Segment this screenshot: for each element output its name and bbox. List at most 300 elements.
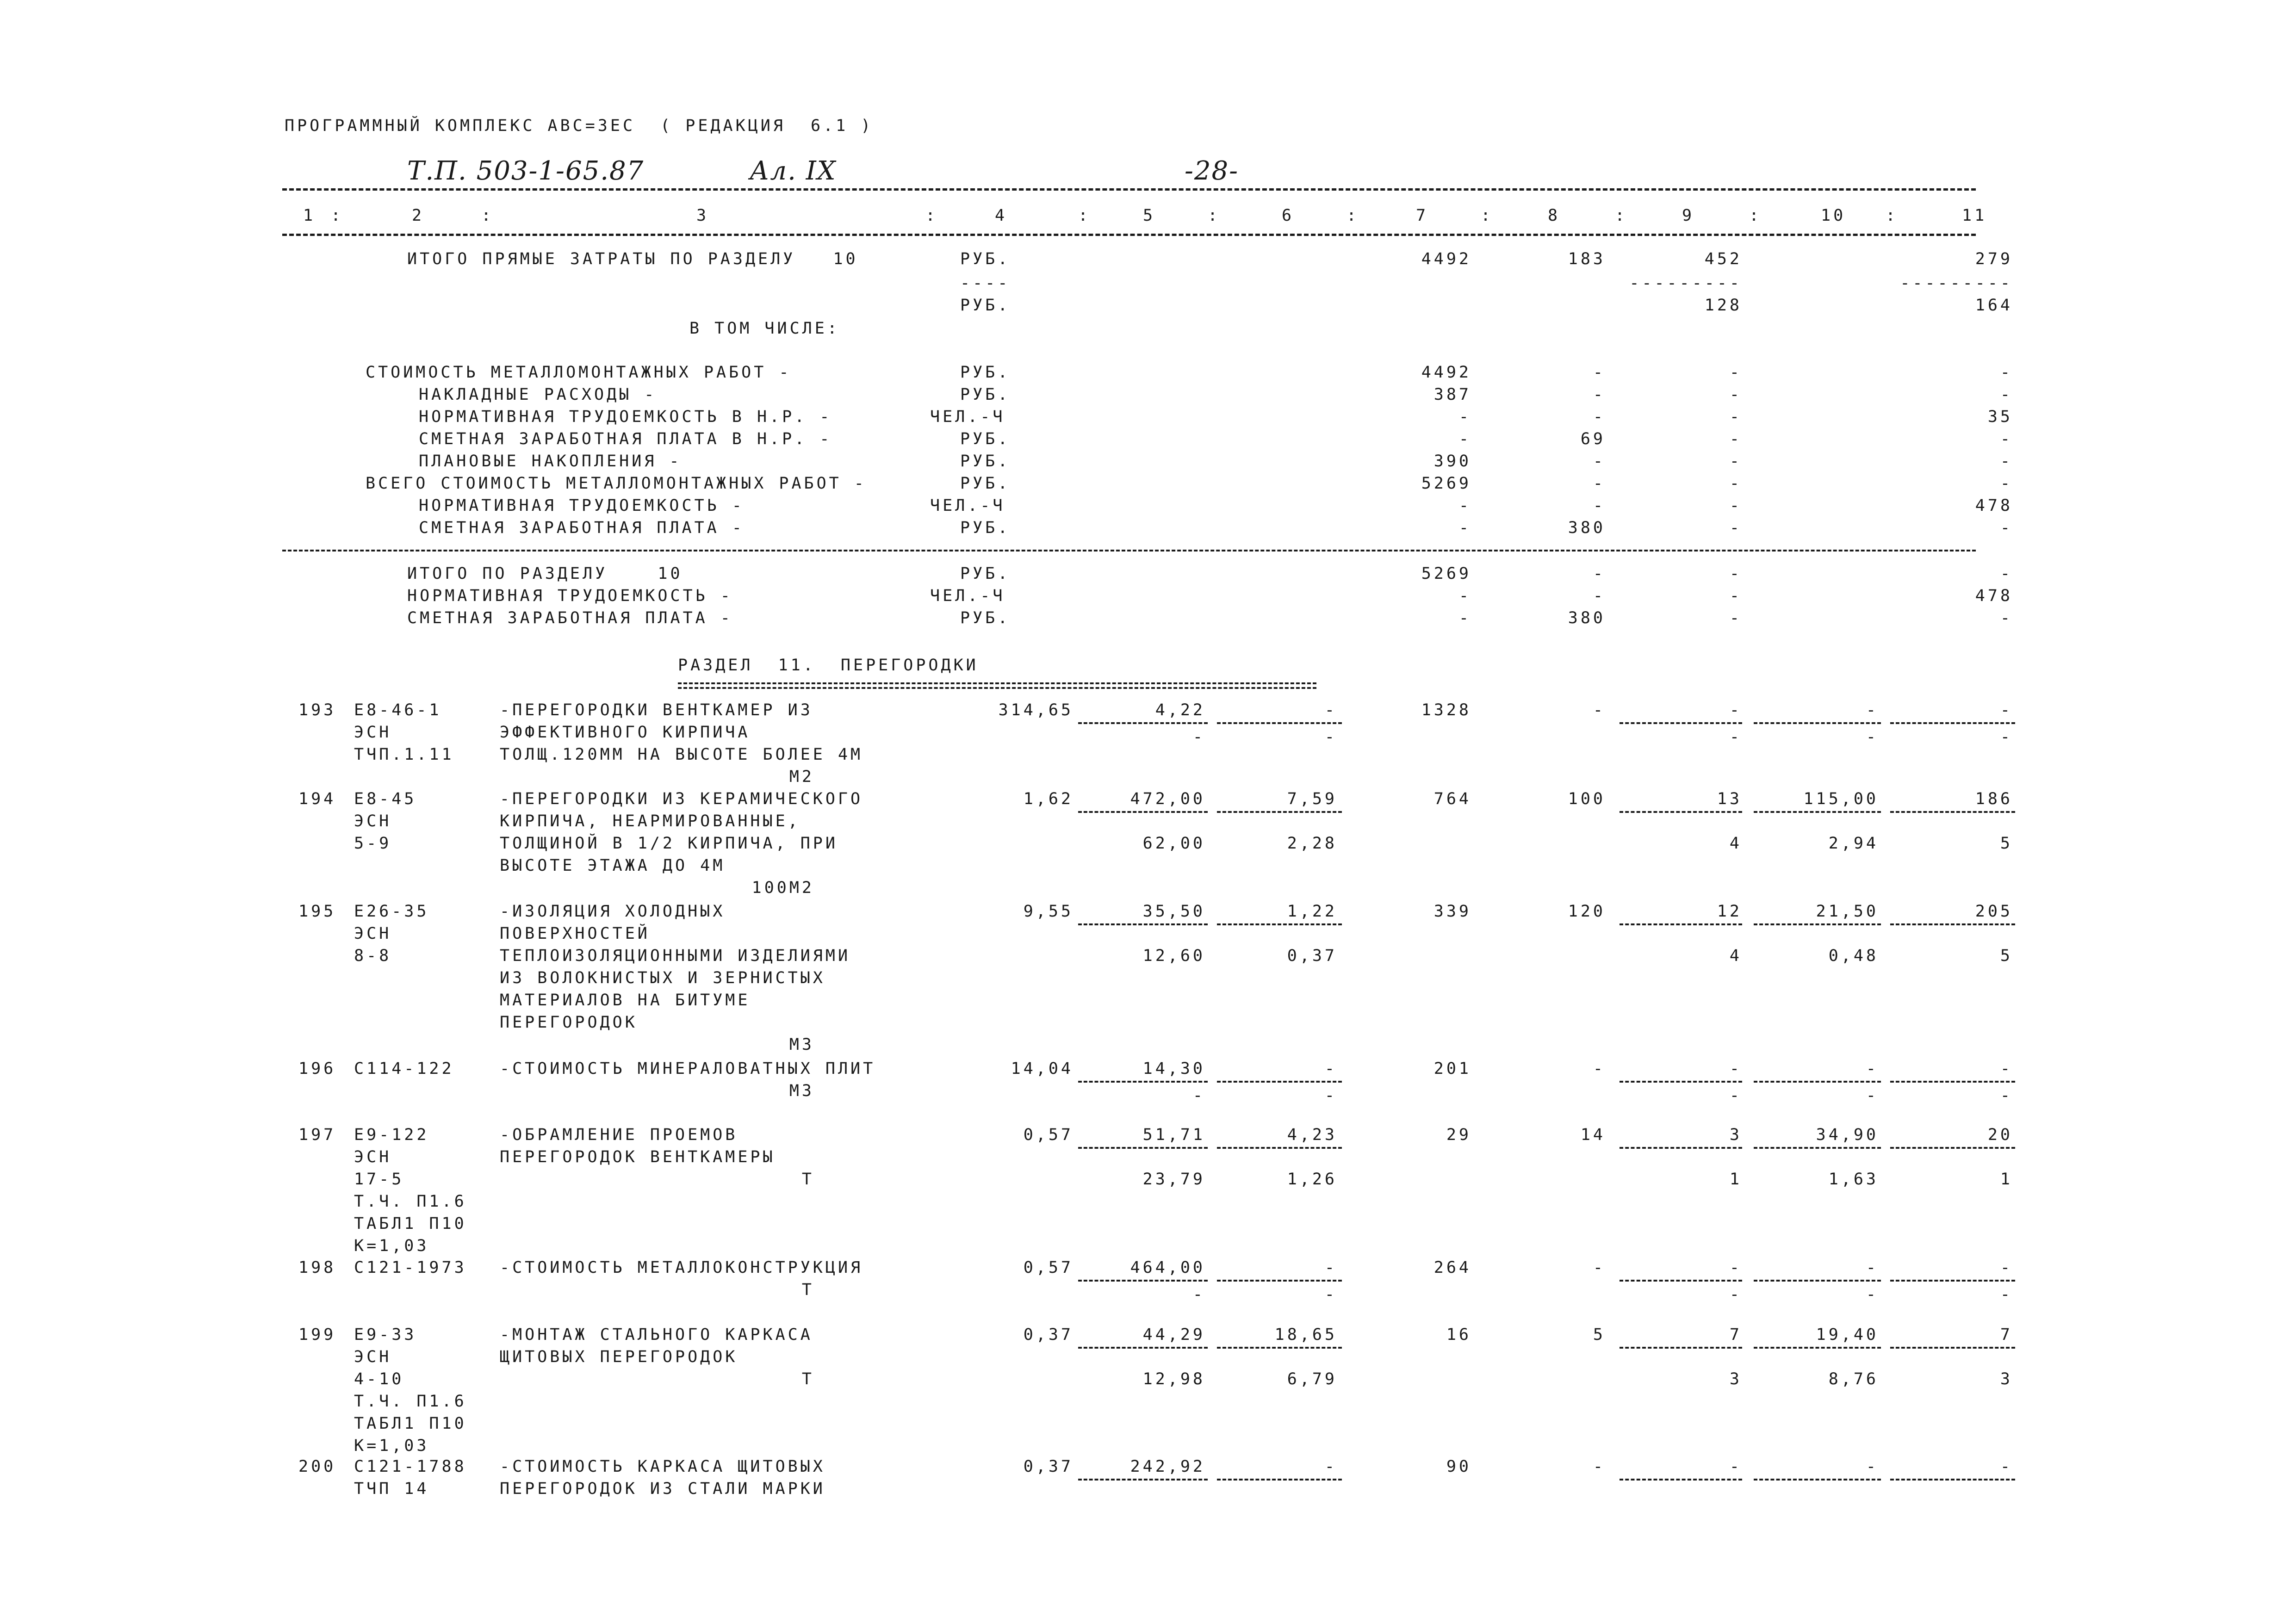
column-number-3: 3 xyxy=(696,206,709,225)
breakdown-c9: - xyxy=(1729,385,1742,404)
item-description: -СТОИМОСТЬ МИНЕРАЛОВАТНЫХ ПЛИТ xyxy=(500,1059,876,1078)
item-subrule xyxy=(1217,1280,1342,1282)
item-unit-machine: - xyxy=(1324,1457,1337,1476)
item-total-cost: 90 xyxy=(1446,1457,1471,1476)
item-sub-col11: 5 xyxy=(2000,834,2013,853)
item-number: 200 xyxy=(298,1457,336,1476)
item-unit-cost: 14,30 xyxy=(1142,1059,1205,1078)
section-total-label: ИТОГО ПО РАЗДЕЛУ 10 xyxy=(407,564,683,583)
breakdown-c7: 390 xyxy=(1433,452,1471,471)
item-total-labor: - xyxy=(1593,1258,1606,1277)
item-total-labor: 120 xyxy=(1568,902,1606,921)
item-unit: М3 xyxy=(789,1035,814,1054)
breakdown-c9: - xyxy=(1729,408,1742,426)
item-subrule xyxy=(1754,722,1881,724)
column-separator: : xyxy=(1347,206,1359,225)
item-quantity: 9,55 xyxy=(1023,902,1074,921)
item-description: ТЕПЛОИЗОЛЯЦИОННЫМИ ИЗДЕЛИЯМИ xyxy=(500,947,851,965)
item-subrule xyxy=(1890,1147,2015,1149)
column-separator: : xyxy=(925,206,938,225)
item-sub-col5: 12,98 xyxy=(1142,1370,1205,1388)
item-unit-machine: - xyxy=(1324,1059,1337,1078)
item-sub-col10: 8,76 xyxy=(1828,1370,1879,1388)
item-total-labor: - xyxy=(1593,701,1606,719)
doc-code: Т.П. 503-1-65.87 xyxy=(407,156,645,186)
item-sub-col9: 4 xyxy=(1729,947,1742,965)
item-description: ТОЛЩИНОЙ В 1/2 КИРПИЧА, ПРИ xyxy=(500,834,838,853)
breakdown-unit: ЧЕЛ.-Ч xyxy=(930,496,1005,515)
breakdown-c11: - xyxy=(2000,430,2013,448)
section-total-c9: - xyxy=(1729,564,1742,583)
item-subrule xyxy=(1754,811,1881,813)
item-subrule xyxy=(1217,811,1342,813)
in-that-heading: В ТОМ ЧИСЛЕ: xyxy=(689,319,840,338)
item-sub-col6: - xyxy=(1324,1086,1337,1105)
item-col9: - xyxy=(1729,1059,1742,1078)
breakdown-unit: РУБ. xyxy=(960,363,1011,382)
item-sub-col6: - xyxy=(1324,728,1337,746)
item-sub-col10: 1,63 xyxy=(1828,1170,1879,1189)
item-sub-col9: - xyxy=(1729,728,1742,746)
item-unit-machine: - xyxy=(1324,1258,1337,1277)
item-code: 17-5 xyxy=(354,1170,404,1189)
item-col11: - xyxy=(2000,701,2013,719)
breakdown-c7: - xyxy=(1458,430,1471,448)
item-description: -СТОИМОСТЬ КАРКАСА ЩИТОВЫХ xyxy=(500,1457,825,1476)
item-code: Е8-46-1 xyxy=(354,701,442,719)
item-subrule xyxy=(1217,1081,1342,1083)
column-separator: : xyxy=(1886,206,1899,225)
breakdown-c9: - xyxy=(1729,496,1742,515)
item-code: ЭСН xyxy=(354,723,392,742)
item-code: ЭСН xyxy=(354,1148,392,1166)
item-subrule xyxy=(1890,1081,2015,1083)
item-total-cost: 764 xyxy=(1433,790,1471,808)
header-rule-top xyxy=(282,188,1976,191)
section-total-unit: РУБ. xyxy=(960,609,1011,627)
item-description: МАТЕРИАЛОВ НА БИТУМЕ xyxy=(500,991,751,1010)
item-col9: - xyxy=(1729,1457,1742,1476)
item-unit: Т xyxy=(801,1170,814,1189)
column-number-11: 11 xyxy=(1962,206,1987,225)
item-subrule xyxy=(1620,811,1742,813)
column-number-2: 2 xyxy=(412,206,425,225)
item-col11: 186 xyxy=(1975,790,2013,808)
item-col9: 13 xyxy=(1717,790,1742,808)
item-subrule xyxy=(1078,811,1208,813)
item-unit-cost: 472,00 xyxy=(1130,790,1205,808)
section-total-c7: - xyxy=(1458,587,1471,605)
item-unit: 100М2 xyxy=(751,879,814,897)
breakdown-c11: - xyxy=(2000,519,2013,537)
item-unit-machine: 7,59 xyxy=(1287,790,1337,808)
item-sub-col6: 6,79 xyxy=(1287,1370,1337,1388)
item-subrule xyxy=(1217,1347,1342,1349)
item-sub-col11: 3 xyxy=(2000,1370,2013,1388)
breakdown-c8: - xyxy=(1593,363,1606,382)
item-subrule xyxy=(1620,1081,1742,1083)
item-col9: - xyxy=(1729,701,1742,719)
item-col9: 3 xyxy=(1729,1126,1742,1144)
item-subrule xyxy=(1217,1147,1342,1149)
breakdown-c7: - xyxy=(1458,496,1471,515)
breakdown-c8: - xyxy=(1593,385,1606,404)
item-col11: - xyxy=(2000,1258,2013,1277)
section-total-unit: РУБ. xyxy=(960,564,1011,583)
column-number-1: 1 xyxy=(303,206,316,225)
item-sub-col6: 2,28 xyxy=(1287,834,1337,853)
item-total-cost: 339 xyxy=(1433,902,1471,921)
breakdown-c9: - xyxy=(1729,430,1742,448)
item-subrule xyxy=(1890,923,2015,925)
item-unit-cost: 44,29 xyxy=(1142,1326,1205,1344)
item-subrule xyxy=(1078,1280,1208,1282)
breakdown-unit: РУБ. xyxy=(960,430,1011,448)
totals-unit: РУБ. xyxy=(960,296,1011,315)
item-col10: 21,50 xyxy=(1816,902,1879,921)
item-code: 8-8 xyxy=(354,947,392,965)
item-sub-col11: - xyxy=(2000,728,2013,746)
item-quantity: 0,57 xyxy=(1023,1126,1074,1144)
breakdown-c7: 387 xyxy=(1433,385,1471,404)
item-subrule xyxy=(1754,1081,1881,1083)
item-unit-machine: 1,22 xyxy=(1287,902,1337,921)
item-sub-col10: 0,48 xyxy=(1828,947,1879,965)
item-code: Е26-35 xyxy=(354,902,429,921)
item-number: 197 xyxy=(298,1126,336,1144)
item-sub-col10: - xyxy=(1866,728,1879,746)
breakdown-unit: РУБ. xyxy=(960,452,1011,471)
item-code: С114-122 xyxy=(354,1059,454,1078)
breakdown-c11: - xyxy=(2000,385,2013,404)
item-subrule xyxy=(1078,722,1208,724)
header-rule-bottom xyxy=(282,234,1976,236)
item-quantity: 314,65 xyxy=(998,701,1074,719)
item-description: -ПЕРЕГОРОДКИ ВЕНТКАМЕР ИЗ xyxy=(500,701,813,719)
item-col11: 205 xyxy=(1975,902,2013,921)
item-code: 4-10 xyxy=(354,1370,404,1388)
breakdown-c11: - xyxy=(2000,363,2013,382)
item-sub-col9: 1 xyxy=(1729,1170,1742,1189)
item-description: -ПЕРЕГОРОДКИ ИЗ КЕРАМИЧЕСКОГО xyxy=(500,790,863,808)
item-description: ПЕРЕГОРОДОК ИЗ СТАЛИ МАРКИ xyxy=(500,1480,825,1498)
item-code: ТЧП 14 xyxy=(354,1480,429,1498)
item-subrule xyxy=(1620,1479,1742,1481)
item-description: ЩИТОВЫХ ПЕРЕГОРОДОК xyxy=(500,1348,738,1366)
section-total-c9: - xyxy=(1729,609,1742,627)
breakdown-c11: - xyxy=(2000,474,2013,493)
breakdown-c11: - xyxy=(2000,452,2013,471)
item-subrule xyxy=(1890,722,2015,724)
section-total-c11: - xyxy=(2000,564,2013,583)
item-col9: 7 xyxy=(1729,1326,1742,1344)
breakdown-label: НОРМАТИВНАЯ ТРУДОЕМКОСТЬ В Н.Р. - xyxy=(419,408,832,426)
item-sub-col9: - xyxy=(1729,1285,1742,1304)
breakdown-c8: 380 xyxy=(1568,519,1606,537)
item-description: ПЕРЕГОРОДОК xyxy=(500,1013,638,1032)
item-subrule xyxy=(1890,811,2015,813)
breakdown-label: СМЕТНАЯ ЗАРАБОТНАЯ ПЛАТА - xyxy=(419,519,745,537)
item-unit: Т xyxy=(801,1281,814,1299)
item-total-labor: - xyxy=(1593,1059,1606,1078)
column-number-6: 6 xyxy=(1282,206,1295,225)
item-unit-cost: 35,50 xyxy=(1142,902,1205,921)
item-sub-col9: 3 xyxy=(1729,1370,1742,1388)
item-subrule xyxy=(1890,1347,2015,1349)
item-col10: - xyxy=(1866,1457,1879,1476)
item-unit: М2 xyxy=(789,768,814,786)
section-total-c8: - xyxy=(1593,564,1606,583)
section-total-c9: - xyxy=(1729,587,1742,605)
breakdown-label: ВСЕГО СТОИМОСТЬ МЕТАЛЛОМОНТАЖНЫХ РАБОТ - xyxy=(366,474,867,493)
item-number: 193 xyxy=(298,701,336,719)
column-number-7: 7 xyxy=(1416,206,1429,225)
totals-c11: 164 xyxy=(1975,296,2013,315)
item-col9: 12 xyxy=(1717,902,1742,921)
section-total-c7: - xyxy=(1458,609,1471,627)
item-subrule xyxy=(1754,1147,1881,1149)
item-number: 198 xyxy=(298,1258,336,1277)
page-number: -28- xyxy=(1185,156,1239,186)
item-col10: 115,00 xyxy=(1803,790,1879,808)
column-number-8: 8 xyxy=(1548,206,1561,225)
item-description: ПОВЕРХНОСТЕЙ xyxy=(500,924,650,943)
breakdown-c11: 35 xyxy=(1987,408,2013,426)
breakdown-c8: - xyxy=(1593,474,1606,493)
section-rule xyxy=(282,550,1976,551)
item-total-labor: 100 xyxy=(1568,790,1606,808)
breakdown-label: СМЕТНАЯ ЗАРАБОТНАЯ ПЛАТА В Н.Р. - xyxy=(419,430,832,448)
item-subrule xyxy=(1078,1081,1208,1083)
item-subrule xyxy=(1078,1479,1208,1481)
item-unit-cost: 4,22 xyxy=(1155,701,1205,719)
item-code: С121-1788 xyxy=(354,1457,467,1476)
item-subrule xyxy=(1217,1479,1342,1481)
item-description: ВЫСОТЕ ЭТАЖА ДО 4М xyxy=(500,856,726,875)
item-col10: - xyxy=(1866,701,1879,719)
item-col11: 7 xyxy=(2000,1326,2013,1344)
item-subrule xyxy=(1620,923,1742,925)
breakdown-label: ПЛАНОВЫЕ НАКОПЛЕНИЯ - xyxy=(419,452,682,471)
item-code: Е9-122 xyxy=(354,1126,429,1144)
totals-c7: 4492 xyxy=(1421,250,1471,268)
item-code: ЭСН xyxy=(354,924,392,943)
totals-c9: 452 xyxy=(1704,250,1742,268)
column-separator: : xyxy=(1078,206,1091,225)
totals-c9: 128 xyxy=(1704,296,1742,315)
item-total-labor: 14 xyxy=(1580,1126,1606,1144)
totals-c9: --------- xyxy=(1629,274,1742,292)
album-number: Ал. IX xyxy=(750,156,837,186)
item-quantity: 0,37 xyxy=(1023,1457,1074,1476)
item-col11: 20 xyxy=(1987,1126,2013,1144)
item-sub-col11: 5 xyxy=(2000,947,2013,965)
item-description: -ОБРАМЛЕНИЕ ПРОЕМОВ xyxy=(500,1126,738,1144)
item-subrule xyxy=(1754,1479,1881,1481)
item-unit-machine: 4,23 xyxy=(1287,1126,1337,1144)
item-col11: - xyxy=(2000,1457,2013,1476)
column-number-10: 10 xyxy=(1821,206,1846,225)
item-subrule xyxy=(1078,1147,1208,1149)
section-total-c7: 5269 xyxy=(1421,564,1471,583)
section-total-label: НОРМАТИВНАЯ ТРУДОЕМКОСТЬ - xyxy=(407,587,733,605)
item-sub-col5: - xyxy=(1192,1285,1205,1304)
item-description: -СТОИМОСТЬ МЕТАЛЛОКОНСТРУКЦИЯ xyxy=(500,1258,863,1277)
section-total-c8: - xyxy=(1593,587,1606,605)
item-unit-cost: 464,00 xyxy=(1130,1258,1205,1277)
item-subrule xyxy=(1217,923,1342,925)
item-unit: Т xyxy=(801,1370,814,1388)
totals-c11: 279 xyxy=(1975,250,2013,268)
section-total-label: СМЕТНАЯ ЗАРАБОТНАЯ ПЛАТА - xyxy=(407,609,733,627)
breakdown-c7: 5269 xyxy=(1421,474,1471,493)
item-code: Е8-45 xyxy=(354,790,417,808)
column-separator: : xyxy=(481,206,494,225)
item-unit-machine: - xyxy=(1324,701,1337,719)
item-subrule xyxy=(1754,1280,1881,1282)
breakdown-c9: - xyxy=(1729,474,1742,493)
breakdown-c9: - xyxy=(1729,363,1742,382)
item-unit: М3 xyxy=(789,1082,814,1100)
item-description: ТОЛЩ.120ММ НА ВЫСОТЕ БОЛЕЕ 4М xyxy=(500,745,863,764)
breakdown-label: СТОИМОСТЬ МЕТАЛЛОМОНТАЖНЫХ РАБОТ - xyxy=(366,363,792,382)
item-subrule xyxy=(1217,722,1342,724)
totals-unit: ---- xyxy=(960,274,1011,292)
item-quantity: 1,62 xyxy=(1023,790,1074,808)
item-sub-col11: 1 xyxy=(2000,1170,2013,1189)
item-sub-col6: 0,37 xyxy=(1287,947,1337,965)
item-subrule xyxy=(1890,1280,2015,1282)
item-total-cost: 201 xyxy=(1433,1059,1471,1078)
section-title: РАЗДЕЛ 11. ПЕРЕГОРОДКИ xyxy=(678,656,979,675)
item-number: 196 xyxy=(298,1059,336,1078)
item-subrule xyxy=(1890,1479,2015,1481)
item-quantity: 0,57 xyxy=(1023,1258,1074,1277)
item-subrule xyxy=(1754,1347,1881,1349)
item-total-labor: - xyxy=(1593,1457,1606,1476)
item-quantity: 0,37 xyxy=(1023,1326,1074,1344)
item-total-cost: 16 xyxy=(1446,1326,1471,1344)
item-subrule xyxy=(1620,1347,1742,1349)
section-total-unit: ЧЕЛ.-Ч xyxy=(930,587,1005,605)
item-sub-col5: - xyxy=(1192,1086,1205,1105)
item-sub-col10: 2,94 xyxy=(1828,834,1879,853)
item-code: ТАБЛ1 П10 xyxy=(354,1214,467,1233)
item-code: К=1,03 xyxy=(354,1237,429,1255)
item-sub-col9: 4 xyxy=(1729,834,1742,853)
item-code: К=1,03 xyxy=(354,1437,429,1455)
column-number-9: 9 xyxy=(1682,206,1695,225)
column-separator: : xyxy=(1749,206,1762,225)
breakdown-unit: РУБ. xyxy=(960,519,1011,537)
breakdown-c11: 478 xyxy=(1975,496,2013,515)
item-sub-col5: 62,00 xyxy=(1142,834,1205,853)
item-sub-col11: - xyxy=(2000,1086,2013,1105)
item-total-cost: 29 xyxy=(1446,1126,1471,1144)
item-col10: 19,40 xyxy=(1816,1326,1879,1344)
breakdown-unit: РУБ. xyxy=(960,474,1011,493)
item-code: 5-9 xyxy=(354,834,392,853)
item-code: ЭСН xyxy=(354,812,392,830)
item-code: Т.Ч. П1.6 xyxy=(354,1192,467,1211)
breakdown-unit: РУБ. xyxy=(960,385,1011,404)
column-separator: : xyxy=(331,206,344,225)
breakdown-c7: 4492 xyxy=(1421,363,1471,382)
item-description: ИЗ ВОЛОКНИСТЫХ И ЗЕРНИСТЫХ xyxy=(500,969,825,987)
item-quantity: 14,04 xyxy=(1011,1059,1074,1078)
section-total-c11: - xyxy=(2000,609,2013,627)
item-sub-col6: 1,26 xyxy=(1287,1170,1337,1189)
breakdown-c8: - xyxy=(1593,408,1606,426)
item-code: С121-1973 xyxy=(354,1258,467,1277)
item-total-labor: 5 xyxy=(1593,1326,1606,1344)
item-description: -МОНТАЖ СТАЛЬНОГО КАРКАСА xyxy=(500,1326,813,1344)
item-sub-col10: - xyxy=(1866,1086,1879,1105)
item-subrule xyxy=(1620,722,1742,724)
item-sub-col5: 23,79 xyxy=(1142,1170,1205,1189)
item-description: ПЕРЕГОРОДОК ВЕНТКАМЕРЫ xyxy=(500,1148,776,1166)
item-code: ТЧП.1.11 xyxy=(354,745,454,764)
breakdown-c8: 69 xyxy=(1580,430,1606,448)
breakdown-c7: - xyxy=(1458,408,1471,426)
item-col10: 34,90 xyxy=(1816,1126,1879,1144)
item-total-cost: 1328 xyxy=(1421,701,1471,719)
item-unit-cost: 51,71 xyxy=(1142,1126,1205,1144)
totals-c11: --------- xyxy=(1900,274,2013,292)
breakdown-c9: - xyxy=(1729,452,1742,471)
breakdown-c8: - xyxy=(1593,496,1606,515)
column-number-5: 5 xyxy=(1143,206,1156,225)
item-sub-col9: - xyxy=(1729,1086,1742,1105)
item-unit-cost: 242,92 xyxy=(1130,1457,1205,1476)
item-subrule xyxy=(1754,923,1881,925)
breakdown-label: НАКЛАДНЫЕ РАСХОДЫ - xyxy=(419,385,657,404)
item-subrule xyxy=(1620,1280,1742,1282)
column-separator: : xyxy=(1615,206,1628,225)
breakdown-c7: - xyxy=(1458,519,1471,537)
item-code: Е9-33 xyxy=(354,1326,417,1344)
item-col9: - xyxy=(1729,1258,1742,1277)
item-code: ЭСН xyxy=(354,1348,392,1366)
item-number: 195 xyxy=(298,902,336,921)
item-description: КИРПИЧА, НЕАРМИРОВАННЫЕ, xyxy=(500,812,800,830)
item-subrule xyxy=(1078,923,1208,925)
item-number: 199 xyxy=(298,1326,336,1344)
breakdown-c8: - xyxy=(1593,452,1606,471)
item-sub-col10: - xyxy=(1866,1285,1879,1304)
totals-label: ИТОГО ПРЯМЫЕ ЗАТРАТЫ ПО РАЗДЕЛУ 10 xyxy=(407,250,858,268)
section-total-c8: 380 xyxy=(1568,609,1606,627)
column-separator: : xyxy=(1208,206,1221,225)
item-unit-machine: 18,65 xyxy=(1274,1326,1337,1344)
item-sub-col5: 12,60 xyxy=(1142,947,1205,965)
item-col10: - xyxy=(1866,1059,1879,1078)
item-col10: - xyxy=(1866,1258,1879,1277)
section-title-underline xyxy=(678,682,1316,689)
breakdown-unit: ЧЕЛ.-Ч xyxy=(930,408,1005,426)
item-sub-col6: - xyxy=(1324,1285,1337,1304)
section-total-c11: 478 xyxy=(1975,587,2013,605)
item-subrule xyxy=(1078,1347,1208,1349)
item-sub-col11: - xyxy=(2000,1285,2013,1304)
totals-unit: РУБ. xyxy=(960,250,1011,268)
item-sub-col5: - xyxy=(1192,728,1205,746)
item-code: Т.Ч. П1.6 xyxy=(354,1392,467,1411)
breakdown-label: НОРМАТИВНАЯ ТРУДОЕМКОСТЬ - xyxy=(419,496,745,515)
item-subrule xyxy=(1620,1147,1742,1149)
item-description: -ИЗОЛЯЦИЯ ХОЛОДНЫХ xyxy=(500,902,726,921)
breakdown-c9: - xyxy=(1729,519,1742,537)
